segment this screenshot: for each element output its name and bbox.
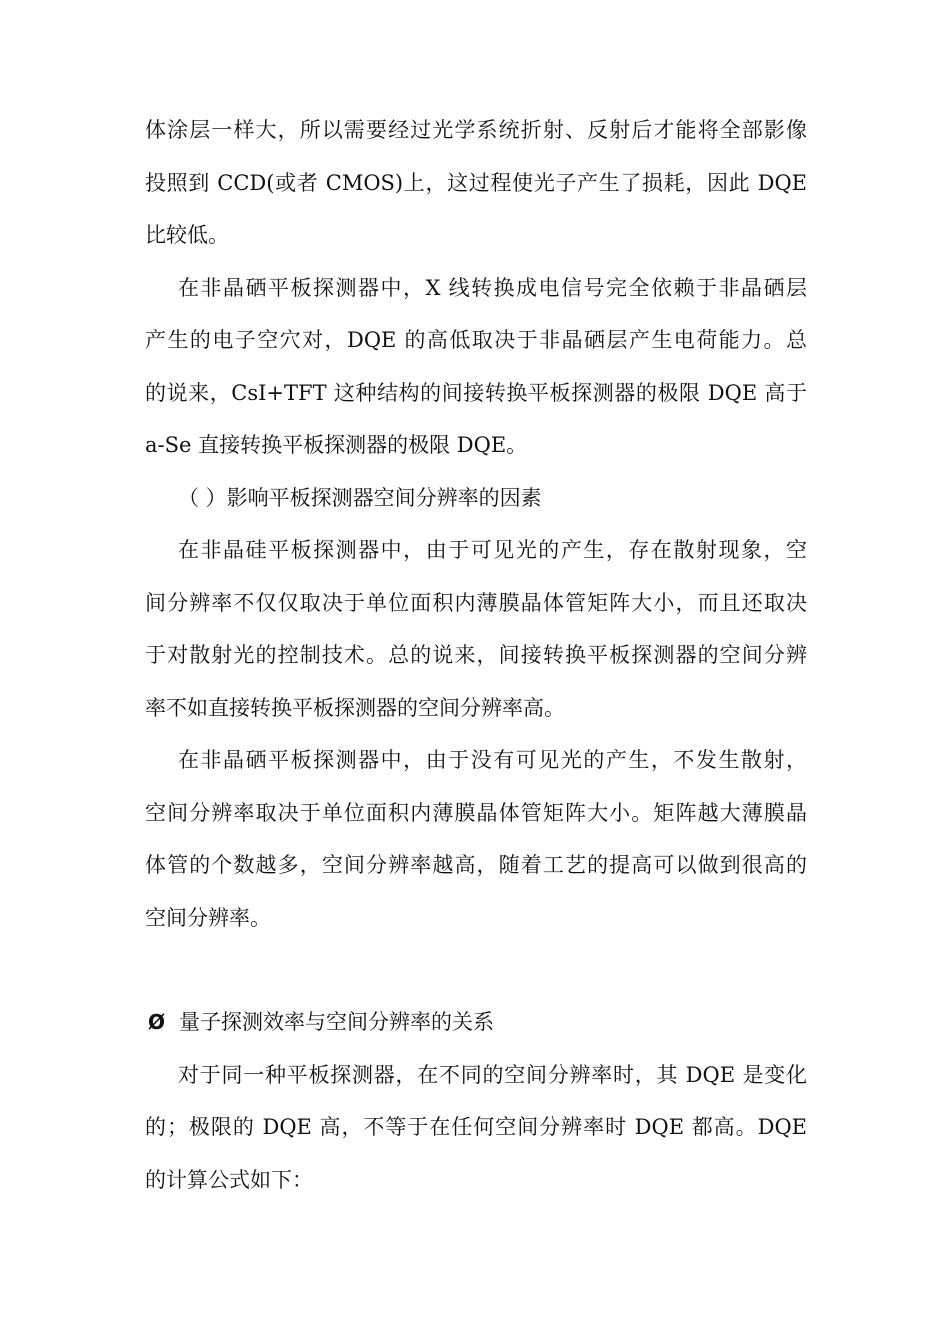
text-line: 在非晶硅平板探测器中，由于可见光的产生，存在散射现象，空: [178, 538, 807, 562]
text-line: 率不如直接转换平板探测器的空间分辨率高。: [145, 695, 565, 720]
section-heading-text: 量子探测效率与空间分辨率的关系: [179, 1010, 494, 1034]
text-line: 在非晶硒平板探测器中，X 线转换成电信号完全依赖于非晶硒层: [178, 275, 807, 300]
paragraph-ccd-loss: [145, 104, 807, 262]
text-line: 间分辨率不仅仅取决于单位面积内薄膜晶体管矩阵大小，而且还取决: [145, 590, 807, 615]
paragraph-a-se-resolution: [145, 734, 807, 944]
paragraph-a-si-resolution: [145, 524, 807, 734]
text-line: 空间分辨率取决于单位面积内薄膜晶体管矩阵大小。矩阵越大薄膜晶: [145, 800, 807, 825]
paragraph-a-se-dqe: [145, 262, 807, 472]
text-line: 在非晶硒平板探测器中，由于没有可见光的产生，不发生散射，: [178, 748, 807, 772]
document-body: [145, 104, 807, 1206]
section-heading: [145, 996, 807, 1049]
text-line: 的说来，CsI+TFT 这种结构的间接转换平板探测器的极限 DQE 高于: [145, 380, 807, 405]
text-line: a-Se 直接转换平板探测器的极限 DQE。: [145, 433, 528, 457]
blank-line: [145, 944, 807, 996]
text-line: 投照到 CCD(或者 CMOS)上，这过程使光子产生了损耗，因此 DQE: [145, 170, 807, 195]
text-line: 体涂层一样大，所以需要经过光学系统折射、反射后才能将全部影像: [145, 118, 807, 142]
text-line: 于对散射光的控制技术。总的说来，间接转换平板探测器的空间分辨: [145, 643, 807, 667]
text-line: 的计算公式如下：: [145, 1167, 313, 1192]
text-line: 产生的电子空穴对，DQE 的高低取决于非晶硒层产生电荷能力。总: [145, 328, 807, 352]
text-line: 空间分辨率。: [145, 905, 271, 930]
text-line: 的；极限的 DQE 高，不等于在任何空间分辨率时 DQE 都高。DQE: [145, 1115, 807, 1139]
paragraph-dqe-formula-intro: [145, 1049, 807, 1207]
text-line: 体管的个数越多，空间分辨率越高，随着工艺的提高可以做到很高的: [145, 853, 807, 877]
text-line: （ ）影响平板探测器空间分辨率的因素: [178, 485, 542, 510]
subheading-resolution-factors: [145, 472, 807, 525]
bullet-icon: Ø: [148, 1010, 166, 1034]
text-line: 比较低。: [145, 223, 229, 247]
text-line: 对于同一种平板探测器，在不同的空间分辨率时，其 DQE 是变化: [178, 1062, 807, 1087]
